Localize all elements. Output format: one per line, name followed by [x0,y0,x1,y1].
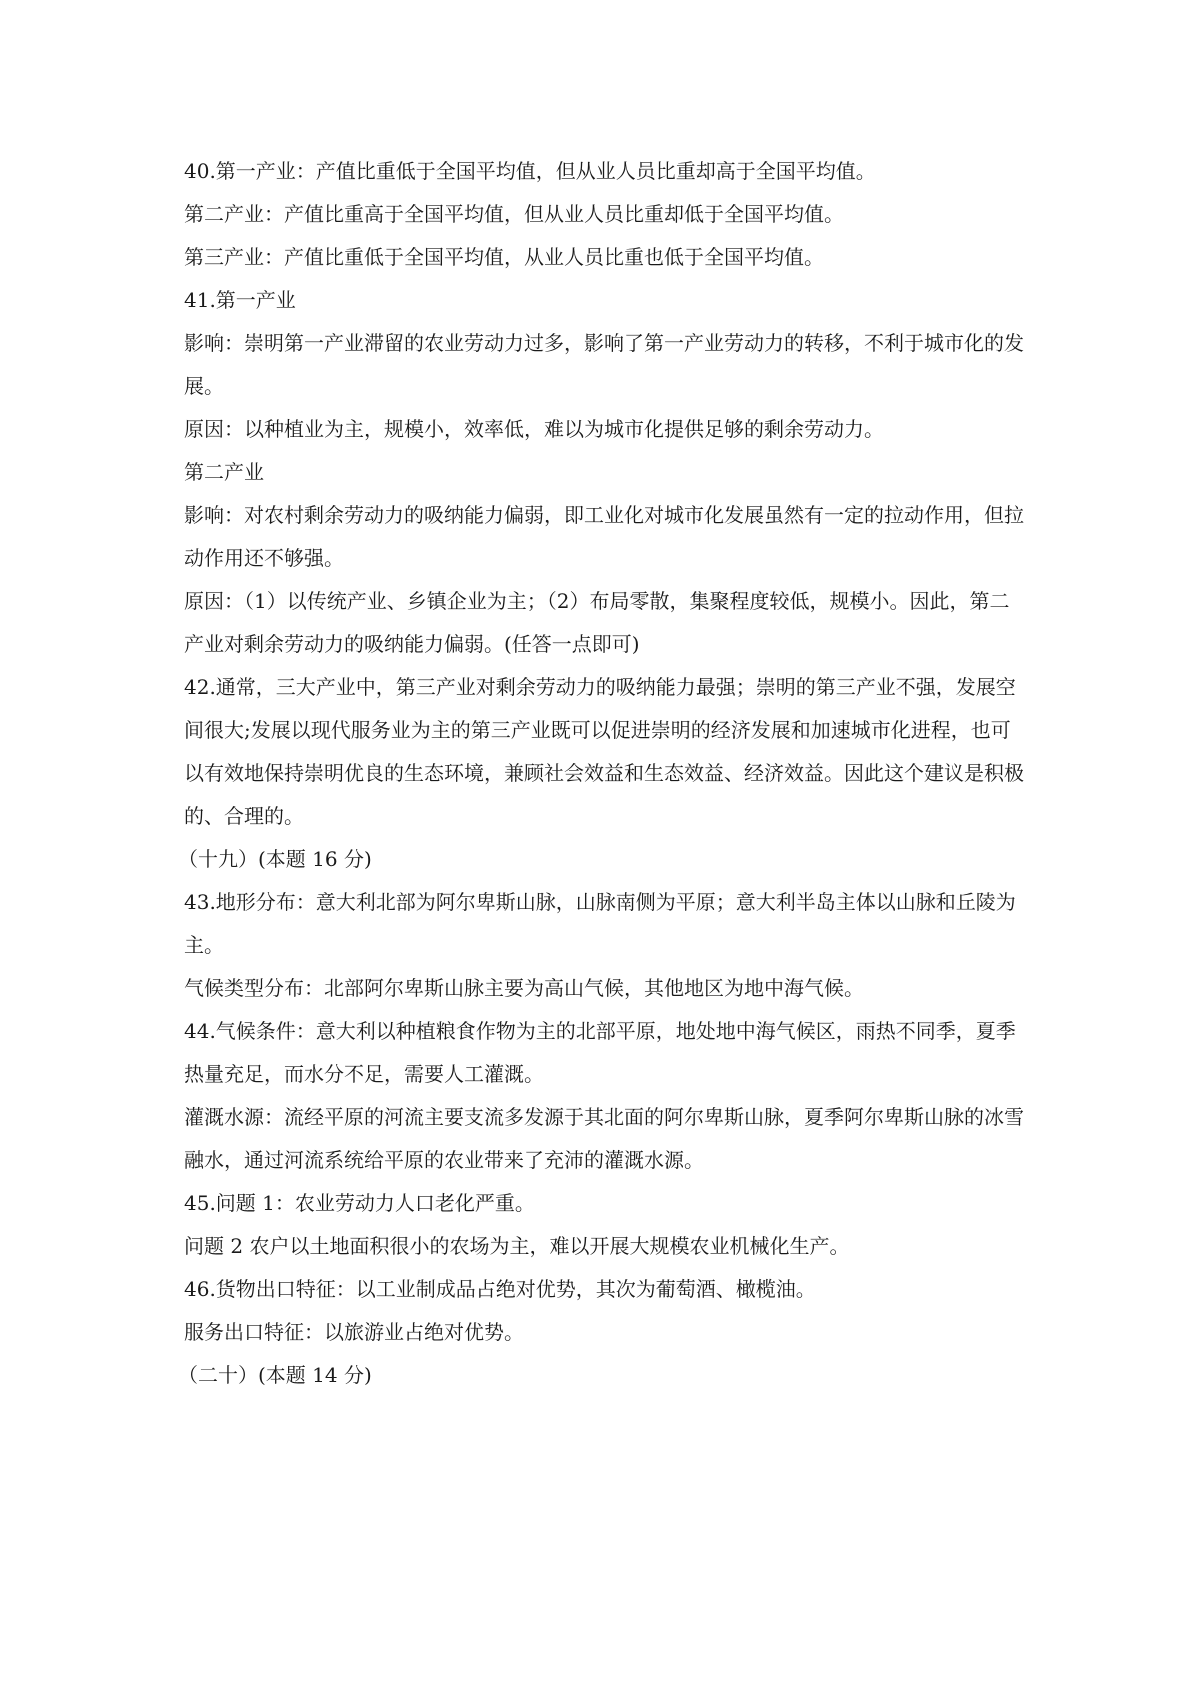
answer-41-heading-secondary: 第二产业 [184,460,264,484]
answer-43-climate: 气候类型分布：北部阿尔卑斯山脉主要为高山气候，其他地区为地中海气候。 [184,976,864,1000]
answer-41-primary-impact: 影响：崇明第一产业滞留的农业劳动力过多，影响了第一产业劳动力的转移，不利于城市化的发展。 [184,331,1024,398]
answer-40-tertiary: 第三产业：产值比重低于全国平均值，从业人员比重也低于全国平均值。 [184,245,824,269]
answer-41-secondary-impact: 影响：对农村剩余劳动力的吸纳能力偏弱，即工业化对城市化发展虽然有一定的拉动作用，但拉动作用还不够强。 [184,503,1024,570]
answer-41-primary-reason: 原因：以种植业为主，规模小，效率低，难以为城市化提供足够的剩余劳动力。 [184,417,884,441]
section-heading-20: （二十）(本题 14 分) [178,1363,372,1387]
answer-40-secondary: 第二产业：产值比重高于全国平均值，但从业人员比重却低于全国平均值。 [184,202,844,226]
answer-44-climate-conditions: 44.气候条件：意大利以种植粮食作物为主的北部平原，地处地中海气候区，雨热不同季，夏季热量充足，而水分不足，需要人工灌溉。 [184,1019,1016,1086]
answer-42: 42.通常，三大产业中，第三产业对剩余劳动力的吸纳能力最强；崇明的第三产业不强，发展空间很大;发展以现代服务业为主的第三产业既可以促进崇明的经济发展和加速城市化进程，也可以有效地保持崇明优良的生态环境，兼顾社会效益和生态效益、经济效益。因此这个建议是积极的、合理的。 [184,675,1024,828]
answer-45-problem-2: 问题 2 农户以土地面积很小的农场为主，难以开展大规模农业机械化生产。 [184,1234,850,1258]
answer-46-service-export: 服务出口特征：以旅游业占绝对优势。 [184,1320,524,1344]
answer-44-irrigation: 灌溉水源：流经平原的河流主要支流多发源于其北面的阿尔卑斯山脉，夏季阿尔卑斯山脉的冰雪融水，通过河流系统给平原的农业带来了充沛的灌溉水源。 [184,1105,1024,1172]
answer-41-secondary-reason: 原因：（1）以传统产业、乡镇企业为主；（2）布局零散，集聚程度较低，规模小。因此，第二产业对剩余劳动力的吸纳能力偏弱。(任答一点即可) [184,589,1010,656]
document-page [178,150,1024,1397]
answer-46-goods-export: 46.货物出口特征：以工业制成品占绝对优势，其次为葡萄酒、橄榄油。 [184,1277,816,1301]
section-heading-19: （十九）(本题 16 分) [178,847,372,871]
answer-45-problem-1: 45.问题 1：农业劳动力人口老化严重。 [184,1191,535,1215]
answer-43-terrain: 43.地形分布：意大利北部为阿尔卑斯山脉，山脉南侧为平原；意大利半岛主体以山脉和丘陵为主。 [184,890,1016,957]
answer-40-primary: 40.第一产业：产值比重低于全国平均值，但从业人员比重却高于全国平均值。 [184,159,876,183]
answer-41-heading-primary: 41.第一产业 [184,288,296,312]
